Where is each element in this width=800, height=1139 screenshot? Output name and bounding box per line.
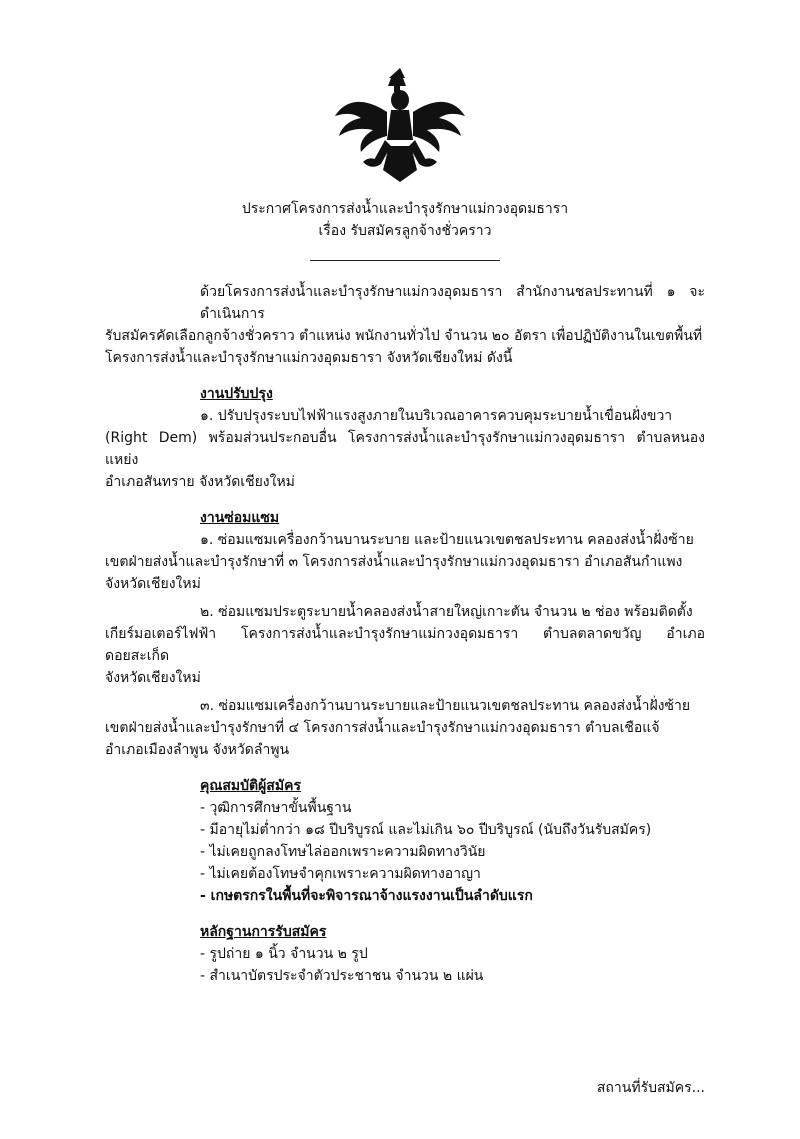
improvement-item-line: อำเภอสันทราย จังหวัดเชียงใหม่ (105, 474, 295, 490)
repair-heading: งานซ่อมแซม (200, 510, 280, 526)
improvement-item-line: (Right Dem) พร้อมส่วนประกอบอื่น โครงการส่งน้ำและบำรุงรักษาแม่กวงอุดมธารา ตำบลหนองแหย่ง (105, 430, 705, 468)
repair-item-line: จังหวัดเชียงใหม่ (105, 576, 201, 592)
repair-item-line: เกียร์มอเตอร์ไฟฟ้า โครงการส่งน้ำและบำรุงรักษาแม่กวงอุดมธารา ตำบลตลาดขวัญ อำเภอดอยสะเก็ด (105, 626, 705, 664)
improvement-heading: งานปรับปรุง (200, 386, 273, 402)
repair-item-line: ๓. ซ่อมแซมเครื่องกว้านบานระบายและป้ายแนวเขตชลประทาน คลองส่งน้ำฝั่งซ้าย (200, 698, 691, 714)
intro-line: ด้วยโครงการส่งน้ำและบำรุงรักษาแม่กวงอุดมธารา สำนักงานชลประทานที่ ๑ จะดำเนินการ (200, 284, 705, 322)
announcement-title: ประกาศโครงการส่งน้ำและบำรุงรักษาแม่กวงอุดมธารา (241, 201, 569, 217)
improvement-item-line: ๑. ปรับปรุงระบบไฟฟ้าแรงสูงภายในบริเวณอาคารควบคุมระบายน้ำเขื่อนฝั่งขวา (200, 408, 673, 424)
repair-item-line: เขตฝ่ายส่งน้ำและบำรุงรักษาที่ ๓ โครงการส่งน้ำและบำรุงรักษาแม่กวงอุดมธารา อำเภอสันกำแพง (105, 554, 683, 570)
qualification-item: - มีอายุไม่ต่ำกว่า ๑๘ ปีบริบูรณ์ และไม่เกิน ๖๐ ปีบริบูรณ์ (นับถึงวันรับสมัคร) (200, 822, 652, 838)
repair-item-line: เขตฝ่ายส่งน้ำและบำรุงรักษาที่ ๔ โครงการส่งน้ำและบำรุงรักษาแม่กวงอุดมธารา ตำบลเชือแจ้ (105, 720, 660, 736)
announcement-subject: เรื่อง รับสมัครลูกจ้างชั่วคราว (318, 223, 492, 239)
qualification-item: - ไม่เคยถูกลงโทษไล่ออกเพราะความผิดทางวินัย (200, 844, 486, 860)
qualification-item: - วุฒิการศึกษาขั้นพื้นฐาน (200, 800, 352, 816)
intro-line: โครงการส่งน้ำและบำรุงรักษาแม่กวงอุดมธารา จังหวัดเชียงใหม่ ดังนี้ (105, 350, 513, 366)
qualifications-heading: คุณสมบัติผู้สมัคร (200, 778, 301, 794)
intro-line: รับสมัครคัดเลือกลูกจ้างชั่วคราว ตำแหน่ง พนักงานทั่วไป จำนวน ๒๐ อัตรา เพื่อปฏิบัติงานในเขตพื้นที่ (105, 328, 703, 344)
documents-heading: หลักฐานการรับสมัคร (200, 924, 327, 940)
document-item: - สำเนาบัตรประจำตัวประชาชน จำนวน ๒ แผ่น (200, 968, 484, 984)
repair-item-line: ๒. ซ่อมแซมประตูระบายน้ำคลองส่งน้ำสายใหญ่เกาะตัน จำนวน ๒ ช่อง พร้อมติดตั้ง (200, 604, 693, 620)
repair-item-line: จังหวัดเชียงใหม่ (105, 670, 201, 686)
qualification-item: - ไม่เคยต้องโทษจำคุกเพราะความผิดทางอาญา (200, 866, 481, 882)
repair-item-line: ๑. ซ่อมแซมเครื่องกว้านบานระบาย และป้ายแนวเขตชลประทาน คลองส่งน้ำฝั่งซ้าย (200, 532, 694, 548)
divider (310, 260, 500, 261)
document-item: - รูปถ่าย ๑ นิ้ว จำนวน ๒ รูป (200, 946, 368, 962)
repair-item-line: อำเภอเมืองลำพูน จังหวัดลำพูน (105, 742, 290, 758)
qualification-item: - เกษตรกรในพื้นที่จะพิจารณาจ้างแรงงานเป็นลำดับแรก (200, 888, 533, 904)
continued-note: สถานที่รับสมัคร... (596, 1080, 705, 1096)
